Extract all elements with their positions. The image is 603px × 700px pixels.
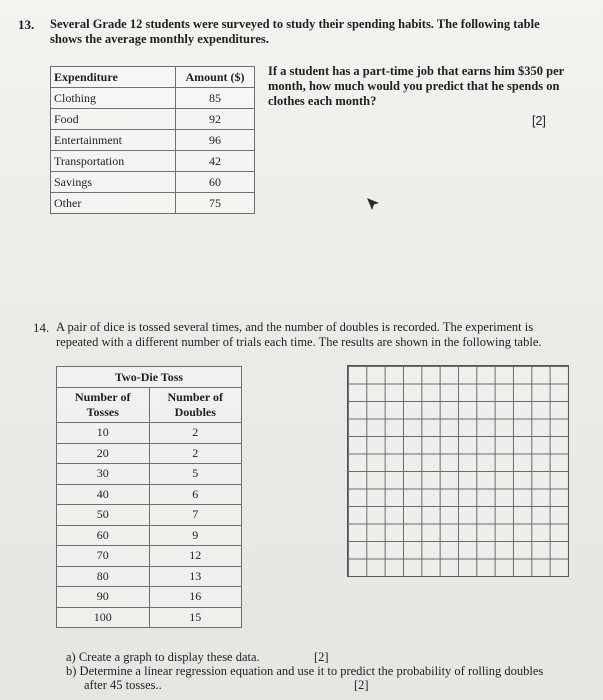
amount-cell: 96 [176, 130, 255, 151]
expenditure-cell: Other [51, 193, 176, 214]
doubles-cell: 5 [149, 464, 242, 485]
doubles-cell: 6 [149, 484, 242, 505]
expenditure-cell: Clothing [51, 88, 176, 109]
part-a-line [66, 650, 543, 664]
doubles-cell: 2 [149, 443, 242, 464]
tosses-cell: 80 [57, 566, 150, 587]
part-a-marks: [2] [314, 650, 329, 664]
expenditure-row [51, 88, 255, 109]
q13-marks: [2] [532, 114, 546, 128]
q14-intro-line2: repeated with a different number of trials each time. The results are shown in the following table. [56, 335, 542, 349]
q13-intro-line1: Several Grade 12 students were surveyed to study their spending habits. The following table [50, 17, 540, 31]
doubles-header-line2: Doubles [174, 405, 216, 419]
expenditure-cell: Transportation [51, 151, 176, 172]
expenditure-row [51, 109, 255, 130]
part-b-line2: after 45 tosses.. [84, 678, 162, 692]
toss-row [57, 525, 242, 546]
q13-question-line1: If a student has a part-time job that earns him $350 per [268, 64, 565, 78]
toss-row [57, 566, 242, 587]
tosses-cell: 70 [57, 546, 150, 567]
toss-row [57, 607, 242, 628]
part-a-text: a) Create a graph to display these data. [66, 650, 260, 664]
q13-intro-line2: shows the average monthly expenditures. [50, 32, 269, 46]
tosses-cell: 60 [57, 525, 150, 546]
doubles-cell: 16 [149, 587, 242, 608]
tosses-header [57, 388, 150, 423]
expenditure-cell: Food [51, 109, 176, 130]
part-b-line1: b) Determine a linear regression equation and use it to predict the probability of rolling doubles [66, 664, 544, 678]
amount-header: Amount ($) [176, 67, 255, 88]
doubles-cell: 9 [149, 525, 242, 546]
tosses-cell: 40 [57, 484, 150, 505]
doubles-cell: 13 [149, 566, 242, 587]
expenditure-cell: Savings [51, 172, 176, 193]
expenditure-row [51, 130, 255, 151]
doubles-cell: 15 [149, 607, 242, 628]
amount-cell: 60 [176, 172, 255, 193]
amount-cell: 42 [176, 151, 255, 172]
q14-parts [66, 650, 543, 692]
amount-cell: 92 [176, 109, 255, 130]
doubles-cell: 12 [149, 546, 242, 567]
toss-row [57, 443, 242, 464]
doubles-cell: 7 [149, 505, 242, 526]
tosses-cell: 100 [57, 607, 150, 628]
two-die-toss-table [56, 366, 242, 628]
tosses-cell: 50 [57, 505, 150, 526]
part-b-line2-wrap [66, 678, 543, 692]
tosses-header-line1: Number of [75, 390, 131, 404]
q13-number: 13. [18, 17, 35, 32]
amount-cell: 75 [176, 193, 255, 214]
q13-question-line3: clothes each month? [268, 94, 377, 108]
tosses-cell: 10 [57, 423, 150, 444]
expenditure-header: Expenditure [51, 67, 176, 88]
expenditure-row [51, 193, 255, 214]
two-die-toss-title: Two-Die Toss [57, 367, 242, 388]
expenditure-row [51, 151, 255, 172]
tosses-header-line2: Tosses [86, 405, 119, 419]
part-b-marks: [2] [354, 678, 369, 692]
q14-number: 14. [33, 320, 50, 335]
doubles-cell: 2 [149, 423, 242, 444]
toss-row [57, 546, 242, 567]
expenditure-row [51, 172, 255, 193]
doubles-header-line1: Number of [167, 390, 223, 404]
toss-row [57, 464, 242, 485]
blank-graph-grid[interactable] [347, 365, 569, 577]
tosses-cell: 20 [57, 443, 150, 464]
amount-cell: 85 [176, 88, 255, 109]
mouse-pointer-icon [366, 197, 380, 211]
toss-row [57, 587, 242, 608]
tosses-cell: 90 [57, 587, 150, 608]
q13-question-line2: month, how much would you predict that he spends on [268, 79, 560, 93]
q14-intro-line1: A pair of dice is tossed several times, and the number of doubles is recorded. The experiment is [56, 320, 534, 334]
toss-row [57, 423, 242, 444]
expenditure-cell: Entertainment [51, 130, 176, 151]
expenditure-table [50, 66, 255, 214]
toss-row [57, 484, 242, 505]
toss-row [57, 505, 242, 526]
tosses-cell: 30 [57, 464, 150, 485]
doubles-header [149, 388, 242, 423]
